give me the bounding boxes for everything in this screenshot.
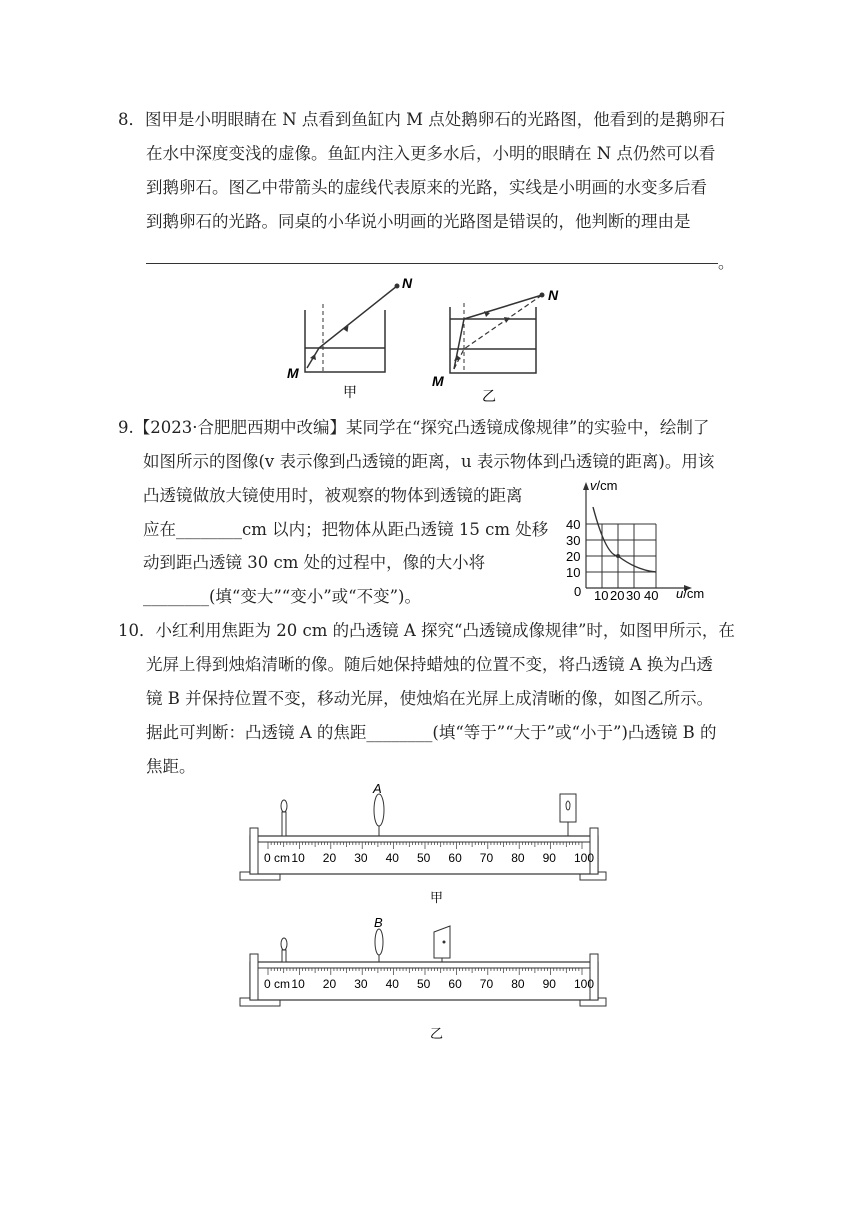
lens-b	[374, 918, 383, 962]
ylabel: v/cm	[590, 478, 618, 493]
xtick-10: 10	[594, 588, 609, 603]
scale-label: 50	[417, 977, 431, 991]
lens-b-label: B	[374, 918, 383, 930]
xlabel: u/cm	[676, 586, 705, 601]
tank-outline	[450, 307, 536, 373]
q8-answer-blank[interactable]	[146, 263, 718, 264]
light-screen	[560, 794, 576, 836]
scale-label: 60	[448, 851, 462, 865]
scale-label: 0 cm	[264, 977, 291, 991]
label-m: M	[287, 365, 299, 381]
scale-label: 80	[511, 851, 525, 865]
label-n: N	[548, 287, 559, 303]
xtick-20: 20	[610, 588, 625, 603]
bench-post-left	[250, 828, 258, 874]
scale-label: 0 cm	[264, 851, 291, 865]
q8-line-4: 到鹅卵石的光路。同桌的小华说小明画的光路图是错误的，他判断的理由是	[146, 212, 691, 231]
point-n	[540, 293, 545, 298]
caption-jia: 甲	[430, 890, 444, 904]
original-ray-dashed	[454, 295, 542, 369]
q10-line-2: 光屏上得到烛焰清晰的像。随后她保持蜡烛的位置不变，将凸透镜 A 换为凸透	[146, 655, 713, 674]
q8-figure-yi	[430, 283, 570, 405]
ytick-30: 30	[566, 533, 581, 548]
xtick-30: 30	[626, 588, 641, 603]
label-n: N	[402, 276, 413, 291]
q8-line-1: 8．图甲是小明眼睛在 N 点看到鱼缸内 M 点处鹅卵石的光路图，他看到的是鹅卵石	[118, 110, 726, 129]
ytick-10: 10	[566, 565, 581, 580]
scale-label: 90	[542, 977, 556, 991]
candle	[281, 800, 287, 836]
q10-line-5: 焦距。	[146, 757, 196, 776]
q10-line-4: 据此可判断：凸透镜 A 的焦距________(填“等于”“大于”或“小于”)凸透镜 B 的	[146, 723, 717, 742]
scale-label: 60	[448, 977, 462, 991]
q9-line-1: 9.【2023·合肥肥西期中改编】某同学在“探究凸透镜成像规律”的实验中，绘制了	[118, 418, 710, 437]
light-ray	[307, 286, 397, 368]
xtick-40: 40	[644, 588, 659, 603]
lens-a	[372, 784, 384, 836]
q8-figure-jia	[285, 276, 425, 400]
ray-arrow-1	[454, 355, 461, 361]
q9-line-6: ________(填“变大”“变小”或“不变”)。	[143, 587, 421, 606]
scale-label: 40	[385, 977, 399, 991]
lens-a-label: A	[373, 784, 382, 796]
q9-uv-graph	[556, 476, 716, 604]
scale-label: 10	[291, 851, 305, 865]
q9-line-4: 应在________cm 以内；把物体从距凸透镜 15 cm 处移	[143, 520, 549, 539]
q9-line-3: 凸透镜做放大镜使用时，被观察的物体到透镜的距离	[143, 486, 523, 505]
scale-label: 40	[385, 851, 399, 865]
q9-line-5: 动到距凸透镜 30 cm 处的过程中，像的大小将	[143, 553, 486, 572]
new-ray-solid	[454, 295, 542, 369]
scale-label: 80	[511, 977, 525, 991]
grid	[586, 524, 656, 588]
q10-line-3: 镜 B 并保持位置不变，移动光屏，使烛焰在光屏上成清晰的像，如图乙所示。	[146, 689, 714, 708]
caption-yi: 乙	[430, 1026, 444, 1041]
optical-bench-jia	[236, 784, 612, 904]
scale-label: 20	[322, 977, 337, 991]
scale-label: 100	[574, 977, 595, 991]
optical-bench-yi	[236, 918, 612, 1042]
caption-jia: 甲	[343, 384, 357, 400]
y-axis-arrow	[583, 482, 589, 490]
q8-period: 。	[718, 253, 735, 272]
ytick-40: 40	[566, 517, 581, 532]
scale-label: 30	[354, 977, 368, 991]
light-screen	[434, 926, 450, 962]
bench-post-left	[250, 954, 258, 1000]
q10-line-1: 10．小红利用焦距为 20 cm 的凸透镜 A 探究“凸透镜成像规律”时，如图甲所示，在	[118, 621, 735, 640]
q8-line-2: 在水中深度变浅的虚像。鱼缸内注入更多水后，小明的眼睛在 N 点仍然可以看	[146, 144, 716, 163]
point-n	[395, 284, 400, 289]
candle	[281, 938, 287, 962]
origin-label: 0	[574, 584, 582, 599]
tank-outline	[305, 310, 385, 372]
q9-line-2: 如图所示的图像(v 表示像到凸透镜的距离，u 表示物体到凸透镜的距离)。用该	[143, 452, 715, 471]
label-m: M	[432, 373, 444, 389]
scale-label: 50	[417, 851, 431, 865]
q8-line-3: 到鹅卵石。图乙中带箭头的虚线代表原来的光路，实线是小明画的水变多后看	[146, 178, 707, 197]
caption-yi: 乙	[482, 388, 496, 404]
scale-label: 30	[354, 851, 368, 865]
scale-label: 20	[322, 851, 337, 865]
scale-label: 100	[574, 851, 595, 865]
scale-label: 10	[291, 977, 305, 991]
scale-label: 70	[479, 977, 494, 991]
ytick-20: 20	[566, 549, 581, 564]
scale-label: 90	[542, 851, 556, 865]
scale-label: 70	[479, 851, 494, 865]
